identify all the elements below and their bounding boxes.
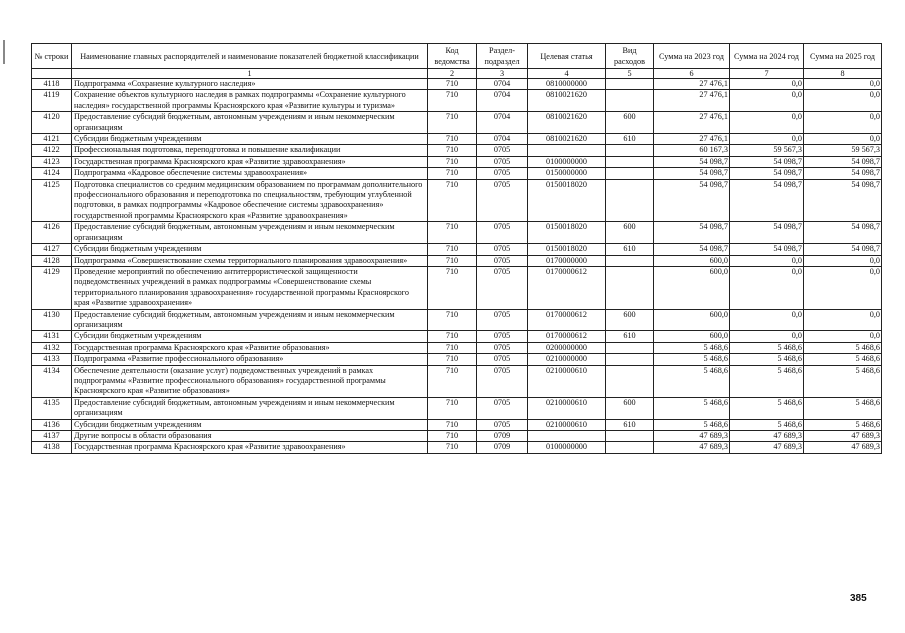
- indicator-name-cell: Проведение мероприятий по обеспечению антитеррористической защищенности подведомственных учреждений в рамках подпрограммы «Совершенствование схемы территориального планирования здравоохранения» государственной программы Красноярского края «Развитие здравоохранения»: [72, 266, 428, 309]
- sum-2025-cell: 0,0: [804, 79, 882, 90]
- header-sum-2025: Сумма на 2025 год: [804, 44, 882, 69]
- target-item-cell: 0810000000: [528, 79, 606, 90]
- target-item-cell: 0210000000: [528, 354, 606, 365]
- department-code-cell: 710: [428, 354, 477, 365]
- sum-2023-cell: 47 689,3: [654, 442, 730, 453]
- table-row: [32, 112, 882, 134]
- section-code-cell: 0705: [477, 145, 528, 156]
- expense-type-cell: [606, 354, 654, 365]
- expense-type-cell: 600: [606, 222, 654, 244]
- department-code-cell: 710: [428, 112, 477, 134]
- sum-2024-cell: 54 098,7: [730, 222, 804, 244]
- row-number-cell: 4123: [32, 156, 72, 167]
- target-item-cell: [528, 431, 606, 442]
- row-number-cell: 4128: [32, 255, 72, 266]
- department-code-cell: 710: [428, 309, 477, 331]
- column-number-cell: 2: [428, 69, 477, 79]
- row-number-cell: 4120: [32, 112, 72, 134]
- row-number-cell: 4134: [32, 365, 72, 397]
- expense-type-cell: [606, 442, 654, 453]
- sum-2023-cell: 600,0: [654, 331, 730, 342]
- expense-type-cell: [606, 431, 654, 442]
- section-code-cell: 0705: [477, 331, 528, 342]
- row-number-cell: 4129: [32, 266, 72, 309]
- expense-type-cell: [606, 168, 654, 179]
- department-code-cell: 710: [428, 134, 477, 145]
- target-item-cell: 0150018020: [528, 222, 606, 244]
- department-code-cell: 710: [428, 442, 477, 453]
- sum-2025-cell: 54 098,7: [804, 222, 882, 244]
- expense-type-cell: [606, 90, 654, 112]
- column-number-cell: 5: [606, 69, 654, 79]
- target-item-cell: 0150018020: [528, 244, 606, 255]
- sum-2023-cell: 60 167,3: [654, 145, 730, 156]
- section-code-cell: 0705: [477, 354, 528, 365]
- sum-2025-cell: 5 468,6: [804, 365, 882, 397]
- target-item-cell: 0210000610: [528, 419, 606, 430]
- sum-2025-cell: 0,0: [804, 266, 882, 309]
- table-row: [32, 156, 882, 167]
- sum-2024-cell: 54 098,7: [730, 244, 804, 255]
- indicator-name-cell: Подпрограмма «Развитие профессионального образования»: [72, 354, 428, 365]
- expense-type-cell: 600: [606, 112, 654, 134]
- sum-2024-cell: 5 468,6: [730, 365, 804, 397]
- indicator-name-cell: Предоставление субсидий бюджетным, автономным учреждениям и иным некоммерческим организациям: [72, 309, 428, 331]
- table-row: [32, 134, 882, 145]
- section-code-cell: 0705: [477, 179, 528, 222]
- expense-type-cell: [606, 179, 654, 222]
- target-item-cell: 0210000610: [528, 397, 606, 419]
- expense-type-cell: [606, 255, 654, 266]
- sum-2024-cell: 0,0: [730, 79, 804, 90]
- sum-2023-cell: 54 098,7: [654, 222, 730, 244]
- table-body: [32, 79, 882, 454]
- sum-2024-cell: 54 098,7: [730, 168, 804, 179]
- target-item-cell: 0170000000: [528, 255, 606, 266]
- sum-2023-cell: 54 098,7: [654, 244, 730, 255]
- expense-type-cell: 610: [606, 331, 654, 342]
- sum-2023-cell: 27 476,1: [654, 134, 730, 145]
- section-code-cell: 0704: [477, 79, 528, 90]
- sum-2025-cell: 54 098,7: [804, 244, 882, 255]
- sum-2023-cell: 600,0: [654, 255, 730, 266]
- indicator-name-cell: Предоставление субсидий бюджетным, автономным учреждениям и иным некоммерческим организациям: [72, 112, 428, 134]
- header-target: Целевая статья: [528, 44, 606, 69]
- sum-2023-cell: 5 468,6: [654, 354, 730, 365]
- row-number-cell: 4119: [32, 90, 72, 112]
- indicator-name-cell: Подпрограмма «Сохранение культурного наследия»: [72, 79, 428, 90]
- sum-2025-cell: 0,0: [804, 112, 882, 134]
- section-code-cell: 0704: [477, 134, 528, 145]
- sum-2023-cell: 600,0: [654, 266, 730, 309]
- indicator-name-cell: Субсидии бюджетным учреждениям: [72, 134, 428, 145]
- sum-2023-cell: 54 098,7: [654, 156, 730, 167]
- department-code-cell: 710: [428, 431, 477, 442]
- row-number-cell: 4131: [32, 331, 72, 342]
- section-code-cell: 0705: [477, 342, 528, 353]
- sum-2024-cell: 0,0: [730, 266, 804, 309]
- sum-2025-cell: 54 098,7: [804, 156, 882, 167]
- section-code-cell: 0705: [477, 168, 528, 179]
- table-row: [32, 442, 882, 453]
- sum-2024-cell: 0,0: [730, 90, 804, 112]
- table-row: [32, 309, 882, 331]
- indicator-name-cell: Другие вопросы в области образования: [72, 431, 428, 442]
- row-number-cell: 4135: [32, 397, 72, 419]
- section-code-cell: 0705: [477, 419, 528, 430]
- department-code-cell: 710: [428, 179, 477, 222]
- table-row: [32, 222, 882, 244]
- target-item-cell: [528, 145, 606, 156]
- department-code-cell: 710: [428, 145, 477, 156]
- expense-type-cell: [606, 266, 654, 309]
- sum-2024-cell: 0,0: [730, 331, 804, 342]
- sum-2025-cell: 5 468,6: [804, 419, 882, 430]
- target-item-cell: 0170000612: [528, 309, 606, 331]
- sum-2025-cell: 0,0: [804, 90, 882, 112]
- header-type: Вид расходов: [606, 44, 654, 69]
- header-row-no: № строки: [32, 44, 72, 69]
- expense-type-cell: 610: [606, 244, 654, 255]
- row-number-cell: 4132: [32, 342, 72, 353]
- target-item-cell: 0170000612: [528, 266, 606, 309]
- sum-2025-cell: 54 098,7: [804, 179, 882, 222]
- indicator-name-cell: Субсидии бюджетным учреждениям: [72, 419, 428, 430]
- target-item-cell: 0150018020: [528, 179, 606, 222]
- section-code-cell: 0709: [477, 442, 528, 453]
- target-item-cell: 0100000000: [528, 156, 606, 167]
- sum-2024-cell: 0,0: [730, 255, 804, 266]
- budget-table: [31, 43, 882, 454]
- table-row: [32, 419, 882, 430]
- row-number-cell: 4138: [32, 442, 72, 453]
- sum-2024-cell: 54 098,7: [730, 179, 804, 222]
- row-number-cell: 4124: [32, 168, 72, 179]
- column-number-row: [32, 69, 882, 79]
- indicator-name-cell: Подпрограмма «Совершенствование схемы территориального планирования здравоохранения»: [72, 255, 428, 266]
- expense-type-cell: [606, 365, 654, 397]
- expense-type-cell: [606, 145, 654, 156]
- sum-2023-cell: 5 468,6: [654, 419, 730, 430]
- section-code-cell: 0705: [477, 266, 528, 309]
- expense-type-cell: [606, 79, 654, 90]
- sum-2025-cell: 47 689,3: [804, 442, 882, 453]
- sum-2024-cell: 5 468,6: [730, 342, 804, 353]
- section-code-cell: 0705: [477, 244, 528, 255]
- row-number-cell: 4136: [32, 419, 72, 430]
- section-code-cell: 0709: [477, 431, 528, 442]
- department-code-cell: 710: [428, 79, 477, 90]
- table-row: [32, 266, 882, 309]
- section-code-cell: 0705: [477, 365, 528, 397]
- indicator-name-cell: Обеспечение деятельности (оказание услуг) подведомственных учреждений в рамках подпрограммы «Развитие профессионального образования» государственной программы Красноярского края «Развитие образования»: [72, 365, 428, 397]
- sum-2023-cell: 27 476,1: [654, 79, 730, 90]
- column-number-cell: 1: [72, 69, 428, 79]
- column-number-cell: 4: [528, 69, 606, 79]
- department-code-cell: 710: [428, 222, 477, 244]
- sum-2023-cell: 5 468,6: [654, 365, 730, 397]
- target-item-cell: 0810021620: [528, 134, 606, 145]
- column-number-cell: 7: [730, 69, 804, 79]
- header-section: Раздел-подраздел: [477, 44, 528, 69]
- header-sum-2023: Сумма на 2023 год: [654, 44, 730, 69]
- sum-2025-cell: 54 098,7: [804, 168, 882, 179]
- department-code-cell: 710: [428, 365, 477, 397]
- sum-2024-cell: 0,0: [730, 134, 804, 145]
- sum-2023-cell: 27 476,1: [654, 90, 730, 112]
- column-number-cell: 3: [477, 69, 528, 79]
- department-code-cell: 710: [428, 244, 477, 255]
- indicator-name-cell: Подпрограмма «Кадровое обеспечение системы здравоохранения»: [72, 168, 428, 179]
- sum-2024-cell: 5 468,6: [730, 419, 804, 430]
- sum-2024-cell: 0,0: [730, 112, 804, 134]
- sum-2024-cell: 59 567,3: [730, 145, 804, 156]
- sum-2025-cell: 5 468,6: [804, 397, 882, 419]
- scan-margin-mark: [3, 40, 5, 64]
- indicator-name-cell: Сохранение объектов культурного наследия в рамках подпрограммы «Сохранение культурного наследия» государственной программы Красноярского края «Развитие культуры и туризма»: [72, 90, 428, 112]
- table-row: [32, 179, 882, 222]
- column-number-cell: [32, 69, 72, 79]
- indicator-name-cell: Субсидии бюджетным учреждениям: [72, 244, 428, 255]
- table-row: [32, 397, 882, 419]
- sum-2024-cell: 47 689,3: [730, 442, 804, 453]
- department-code-cell: 710: [428, 419, 477, 430]
- row-number-cell: 4126: [32, 222, 72, 244]
- row-number-cell: 4122: [32, 145, 72, 156]
- sum-2023-cell: 5 468,6: [654, 342, 730, 353]
- department-code-cell: 710: [428, 342, 477, 353]
- expense-type-cell: 610: [606, 134, 654, 145]
- indicator-name-cell: Государственная программа Красноярского края «Развитие здравоохранения»: [72, 156, 428, 167]
- header-code: Код ведомства: [428, 44, 477, 69]
- table-header: [32, 44, 882, 79]
- row-number-cell: 4127: [32, 244, 72, 255]
- sum-2025-cell: 0,0: [804, 255, 882, 266]
- table-row: [32, 342, 882, 353]
- table-row: [32, 79, 882, 90]
- department-code-cell: 710: [428, 168, 477, 179]
- column-number-cell: 6: [654, 69, 730, 79]
- indicator-name-cell: Государственная программа Красноярского края «Развитие образования»: [72, 342, 428, 353]
- sum-2023-cell: 27 476,1: [654, 112, 730, 134]
- section-code-cell: 0705: [477, 309, 528, 331]
- sum-2023-cell: 600,0: [654, 309, 730, 331]
- table-row: [32, 431, 882, 442]
- sum-2025-cell: 5 468,6: [804, 342, 882, 353]
- indicator-name-cell: Субсидии бюджетным учреждениям: [72, 331, 428, 342]
- table-row: [32, 90, 882, 112]
- expense-type-cell: 600: [606, 397, 654, 419]
- target-item-cell: 0210000610: [528, 365, 606, 397]
- sum-2023-cell: 54 098,7: [654, 179, 730, 222]
- section-code-cell: 0705: [477, 397, 528, 419]
- department-code-cell: 710: [428, 156, 477, 167]
- sum-2023-cell: 47 689,3: [654, 431, 730, 442]
- section-code-cell: 0705: [477, 222, 528, 244]
- page-number: 385: [850, 593, 867, 604]
- expense-type-cell: [606, 156, 654, 167]
- table-row: [32, 244, 882, 255]
- row-number-cell: 4137: [32, 431, 72, 442]
- section-code-cell: 0704: [477, 112, 528, 134]
- table-row: [32, 331, 882, 342]
- sum-2025-cell: 0,0: [804, 309, 882, 331]
- department-code-cell: 710: [428, 255, 477, 266]
- row-number-cell: 4118: [32, 79, 72, 90]
- department-code-cell: 710: [428, 90, 477, 112]
- sum-2024-cell: 0,0: [730, 309, 804, 331]
- table-row: [32, 354, 882, 365]
- expense-type-cell: 600: [606, 309, 654, 331]
- department-code-cell: 710: [428, 397, 477, 419]
- table-row: [32, 145, 882, 156]
- sum-2024-cell: 54 098,7: [730, 156, 804, 167]
- sum-2025-cell: 5 468,6: [804, 354, 882, 365]
- section-code-cell: 0705: [477, 156, 528, 167]
- target-item-cell: 0200000000: [528, 342, 606, 353]
- sum-2023-cell: 54 098,7: [654, 168, 730, 179]
- table-row: [32, 365, 882, 397]
- table-row: [32, 255, 882, 266]
- target-item-cell: 0100000000: [528, 442, 606, 453]
- sum-2025-cell: 59 567,3: [804, 145, 882, 156]
- department-code-cell: 710: [428, 331, 477, 342]
- target-item-cell: 0170000612: [528, 331, 606, 342]
- sum-2025-cell: 47 689,3: [804, 431, 882, 442]
- header-name: Наименование главных распорядителей и наименование показателей бюджетной классификации: [72, 44, 428, 69]
- indicator-name-cell: Профессиональная подготовка, переподготовка и повышение квалификации: [72, 145, 428, 156]
- indicator-name-cell: Подготовка специалистов со средним медицинским образованием по программам дополнительного профессионального образования и переподготовка по специальностям, требующим углубленной подготовки, в рамках подпрограммы «Кадровое обеспечение системы здравоохранения» государственной программы Красноярского края «Развитие здравоохранения»: [72, 179, 428, 222]
- indicator-name-cell: Предоставление субсидий бюджетным, автономным учреждениям и иным некоммерческим организациям: [72, 397, 428, 419]
- section-code-cell: 0705: [477, 255, 528, 266]
- table-row: [32, 168, 882, 179]
- row-number-cell: 4133: [32, 354, 72, 365]
- target-item-cell: 0150000000: [528, 168, 606, 179]
- indicator-name-cell: Государственная программа Красноярского края «Развитие здравоохранения»: [72, 442, 428, 453]
- sum-2025-cell: 0,0: [804, 331, 882, 342]
- target-item-cell: 0810021620: [528, 112, 606, 134]
- column-number-cell: 8: [804, 69, 882, 79]
- row-number-cell: 4121: [32, 134, 72, 145]
- sum-2023-cell: 5 468,6: [654, 397, 730, 419]
- sum-2024-cell: 47 689,3: [730, 431, 804, 442]
- target-item-cell: 0810021620: [528, 90, 606, 112]
- row-number-cell: 4125: [32, 179, 72, 222]
- row-number-cell: 4130: [32, 309, 72, 331]
- expense-type-cell: [606, 342, 654, 353]
- indicator-name-cell: Предоставление субсидий бюджетным, автономным учреждениям и иным некоммерческим организациям: [72, 222, 428, 244]
- sum-2024-cell: 5 468,6: [730, 354, 804, 365]
- sum-2024-cell: 5 468,6: [730, 397, 804, 419]
- header-sum-2024: Сумма на 2024 год: [730, 44, 804, 69]
- expense-type-cell: 610: [606, 419, 654, 430]
- department-code-cell: 710: [428, 266, 477, 309]
- section-code-cell: 0704: [477, 90, 528, 112]
- sum-2025-cell: 0,0: [804, 134, 882, 145]
